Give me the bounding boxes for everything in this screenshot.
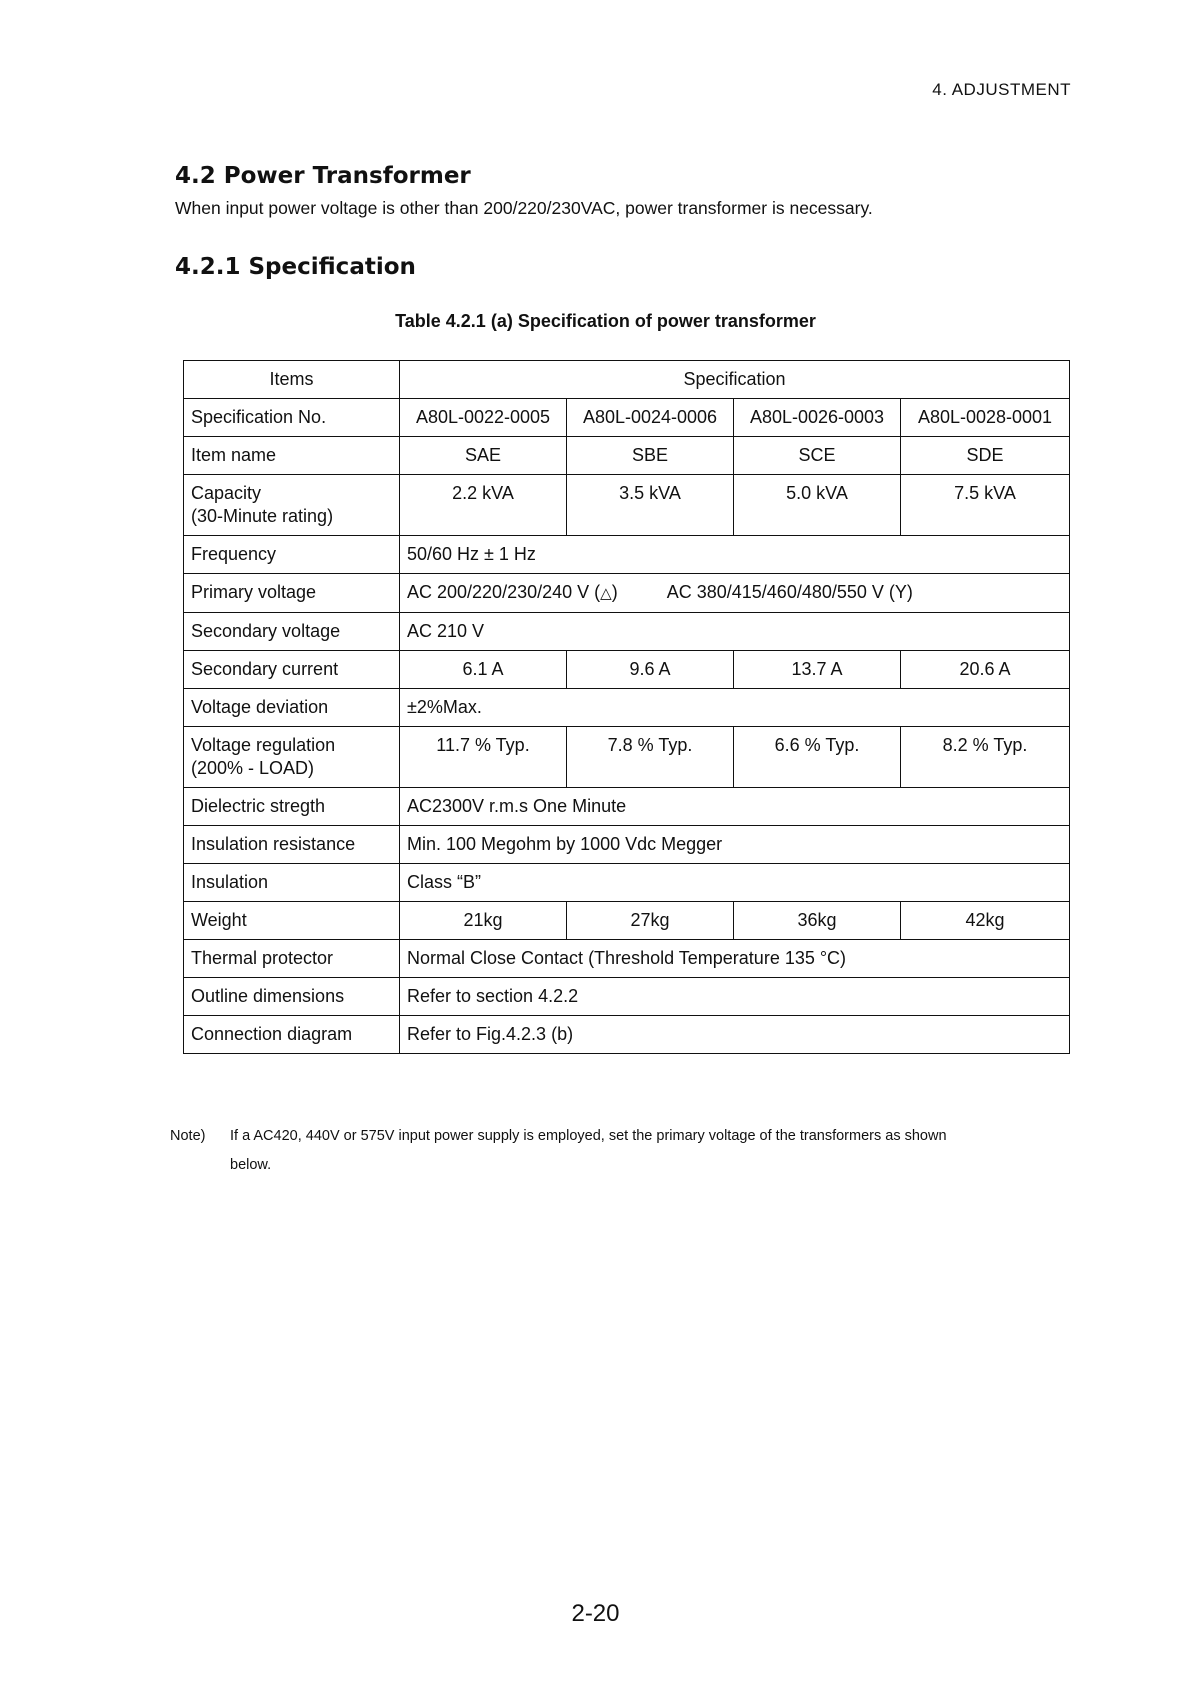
row-label: Item name [184, 437, 400, 475]
table-row-dielectric [184, 788, 1070, 826]
row-label: Secondary voltage [184, 613, 400, 651]
header-items: Items [184, 361, 400, 399]
section-intro: When input power voltage is other than 200/220/230VAC, power transformer is necessary. [175, 198, 873, 218]
table-row-thermal [184, 940, 1070, 978]
table-cell: 7.5 kVA [901, 475, 1070, 536]
table-cell: 11.7 % Typ. [400, 727, 567, 788]
primary-voltage-delta-end: ) [611, 582, 618, 602]
delta-symbol: △ [600, 585, 612, 602]
table-cell: 36kg [734, 902, 901, 940]
row-label-line: Voltage regulation [191, 735, 336, 755]
table-cell: A80L-0028-0001 [901, 399, 1070, 437]
table-cell: SAE [400, 437, 567, 475]
table-cell: A80L-0022-0005 [400, 399, 567, 437]
row-label: Specification No. [184, 399, 400, 437]
row-label: Voltage deviation [184, 689, 400, 727]
row-label-line: (30-Minute rating) [191, 506, 334, 526]
primary-voltage-star: AC 380/415/460/480/550 V (Y) [666, 582, 913, 602]
row-label: Dielectric stregth [184, 788, 400, 826]
table-cell: Refer to Fig.4.2.3 (b) [400, 1016, 1070, 1054]
table-row-secondary-current [184, 651, 1070, 689]
chapter-header: 4. ADJUSTMENT [932, 80, 1071, 99]
table-cell: Refer to section 4.2.2 [400, 978, 1070, 1016]
table-row-outline [184, 978, 1070, 1016]
row-label: Weight [184, 902, 400, 940]
row-label: Frequency [184, 536, 400, 574]
table-cell: Min. 100 Megohm by 1000 Vdc Megger [400, 826, 1070, 864]
table-cell: AC2300V r.m.s One Minute [400, 788, 1070, 826]
row-label-line: Capacity [191, 483, 262, 503]
row-label: Thermal protector [184, 940, 400, 978]
table-row-primary-voltage [184, 574, 1070, 613]
table-row-insulation [184, 864, 1070, 902]
note [170, 1122, 947, 1180]
table-cell: 7.8 % Typ. [567, 727, 734, 788]
table-row-spec-no [184, 399, 1070, 437]
table-cell: 13.7 A [734, 651, 901, 689]
table-row-insulation-resistance [184, 826, 1070, 864]
table-cell: SBE [567, 437, 734, 475]
table-row-voltage-deviation [184, 689, 1070, 727]
row-label [184, 727, 400, 788]
table-cell: Normal Close Contact (Threshold Temperature 135 °C) [400, 940, 1070, 978]
table-header-row [184, 361, 1070, 399]
table-row-voltage-regulation [184, 727, 1070, 788]
table-cell: 21kg [400, 902, 567, 940]
table-cell [400, 574, 1070, 613]
row-label: Secondary current [184, 651, 400, 689]
page-number: 2-20 [571, 1600, 620, 1627]
table-row-capacity [184, 475, 1070, 536]
table-cell: SCE [734, 437, 901, 475]
note-text: If a AC420, 440V or 575V input power supply is employed, set the primary voltage of the transformers as shown [230, 1128, 947, 1144]
table-row-frequency [184, 536, 1070, 574]
table-cell: 6.6 % Typ. [734, 727, 901, 788]
table-cell: 20.6 A [901, 651, 1070, 689]
table-cell: 6.1 A [400, 651, 567, 689]
row-label: Connection diagram [184, 1016, 400, 1054]
note-label: Note) [170, 1128, 206, 1144]
table-row-item-name [184, 437, 1070, 475]
row-label: Primary voltage [184, 574, 400, 613]
table-cell: 42kg [901, 902, 1070, 940]
table-cell: 27kg [567, 902, 734, 940]
table-cell: A80L-0024-0006 [567, 399, 734, 437]
row-label: Outline dimensions [184, 978, 400, 1016]
table-row-weight [184, 902, 1070, 940]
table-cell: 9.6 A [567, 651, 734, 689]
table-cell: 50/60 Hz ± 1 Hz [400, 536, 1070, 574]
row-label: Insulation [184, 864, 400, 902]
row-label-line: (200% - LOAD) [191, 758, 315, 778]
table-cell: 5.0 kVA [734, 475, 901, 536]
section-title: 4.2 Power Transformer [175, 163, 471, 189]
header-specification: Specification [400, 361, 1070, 399]
note-text-continued: below. [230, 1157, 272, 1173]
table-cell: SDE [901, 437, 1070, 475]
table-caption: Table 4.2.1 (a) Specification of power transformer [395, 311, 816, 331]
table-cell: A80L-0026-0003 [734, 399, 901, 437]
table-cell: AC 210 V [400, 613, 1070, 651]
row-label [184, 475, 400, 536]
table-cell: 2.2 kVA [400, 475, 567, 536]
table-row-connection [184, 1016, 1070, 1054]
table-cell: 8.2 % Typ. [901, 727, 1070, 788]
table-cell: 3.5 kVA [567, 475, 734, 536]
table-cell: ±2%Max. [400, 689, 1070, 727]
specification-table [183, 360, 1070, 1054]
table-cell: Class “B” [400, 864, 1070, 902]
table-row-secondary-voltage [184, 613, 1070, 651]
row-label: Insulation resistance [184, 826, 400, 864]
primary-voltage-delta: AC 200/220/230/240 V ( [407, 582, 601, 602]
subsection-title: 4.2.1 Specification [175, 254, 416, 280]
